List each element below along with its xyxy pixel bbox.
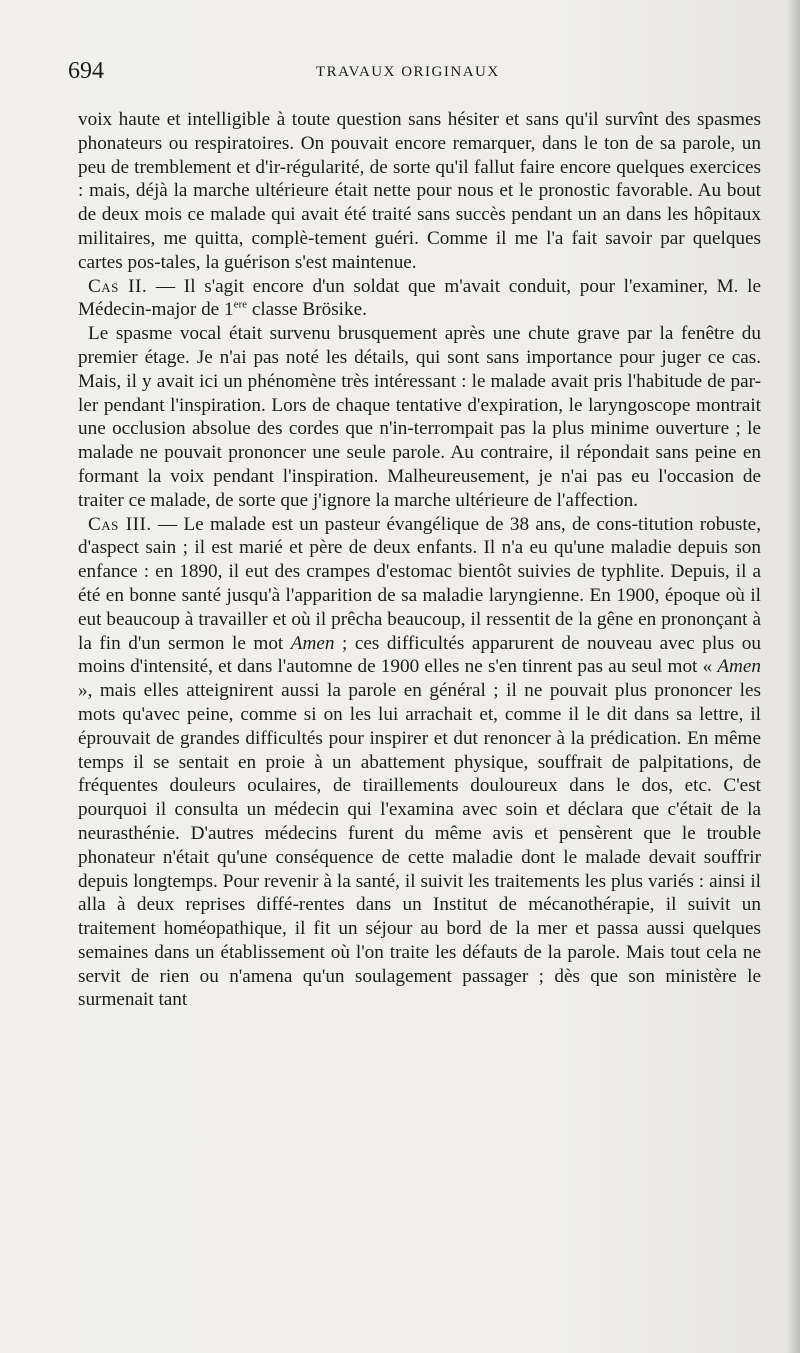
- paragraph-text: », mais elles atteignirent aussi la parole en général ; il ne pouvait plus prononcer les mots qu'avec peine, comme si on les lui arrachait et, comme il le dit dans sa lettre, il éprouvait de grandes difficultés pour inspirer et dut renoncer à la prédication. En même temps il se sentait en proie à un abattement physique, souffrait de palpitations, de fréquentes douleurs oculaires, de tiraillements douloureux dans le dos, etc. C'est pourquoi il consulta un médecin qui l'examina avec soin et déclara que c'était de la neurasthénie. D'autres médecins furent du même avis et pensèrent que le trouble phonateur n'était qu'une conséquence de cette maladie dont le malade devait souffrir depuis longtemps. Pour revenir à la santé, il suivit les traitements les plus variés : ainsi il alla à deux reprises diffé-rentes dans un Institut de mécanothérapie, il suivit un traitement homéopathique, il fit un séjour au bord de la mer et passa aussi quelques semaines dans un établissement où l'on traite les défauts de la parole. Mais tout cela ne servit de rien ou n'amena qu'un soulagement passager ; dès que son ministère le surmenait tant: [78, 680, 761, 1011]
- body-text: [78, 108, 761, 1012]
- paragraph-case-2: [78, 275, 761, 323]
- page-edge-shadow: [786, 0, 800, 1353]
- paragraph-case-3: [78, 513, 761, 1013]
- case-label: Cas III.: [88, 513, 152, 535]
- ordinal-superscript: ere: [233, 298, 248, 311]
- italic-word: Amen: [717, 656, 761, 678]
- page-number: 694: [68, 58, 104, 84]
- running-head: TRAVAUX ORIGINAUX: [316, 64, 500, 80]
- paragraph-text: — Le malade est un pasteur évangélique de 38 ans, de cons-titution robuste, d'aspect sain ; il est marié et père de deux enfants. Il n'a eu qu'une maladie depuis son enfance : en 1890, il eut des crampes d'estomac bientôt suivies de typhlite. Depuis, il a été en bonne santé jusqu'à l'apparition de sa maladie laryngienne. En 1900, époque où il eut beaucoup à travailler et où il prêcha beaucoup, il ressentit de la gêne en prononçant à la fin d'un sermon le mot: [78, 513, 761, 654]
- page-header: [68, 58, 758, 98]
- case-label: Cas II.: [88, 275, 148, 297]
- paragraph-continuation: [78, 108, 761, 275]
- paragraph-text: — Il s'agit encore d'un soldat que m'avait conduit, pour l'examiner, M. le Médecin-major de 1: [78, 275, 761, 321]
- paragraph-text: voix haute et intelligible à toute question sans hésiter et sans qu'il survînt des spasmes phonateurs ou respiratoires. On pouvait encore remarquer, dans le ton de sa parole, un peu de tremblement et d'ir-régularité, de sorte qu'il fallut faire encore quelques exercices : mais, déjà la marche ultérieure était nette pour nous et le pronostic favorable. Au bout de deux mois ce malade qui avait été traité sans succès pendant un an dans les hôpitaux militaires, me quitta, complè-tement guéri. Comme il me l'a fait savoir par quelques cartes pos-tales, la guérison s'est maintenue.: [78, 109, 761, 273]
- paragraph-text: ; ces difficultés apparurent de nouveau avec plus ou moins d'intensité, et dans l'automne de 1900 elles ne s'en tinrent pas au seul mot «: [78, 632, 761, 678]
- paragraph-case-2-details: [78, 322, 761, 512]
- italic-word: Amen: [290, 632, 335, 654]
- paragraph-text: Le spasme vocal était survenu brusquement après une chute grave par la fenêtre du premier étage. Je n'ai pas noté les détails, qui sont sans importance pour juger ce cas. Mais, il y avait ici un phénomène très intéressant : le malade avait pris l'habitude de par-ler pendant l'inspiration. Lors de chaque tentative d'expiration, le laryngoscope montrait une occlusion absolue des cordes que n'in-terrompait pas la plus minime ouverture ; le malade ne pouvait prononcer une seule parole. Au contraire, il répondait sans peine en formant la voix pendant l'inspiration. Malheureusement, je n'ai pas eu l'occasion de traiter ce malade, de sorte que j'ignore la marche ultérieure de l'affection.: [78, 323, 761, 511]
- paragraph-text: classe Brösike.: [247, 299, 367, 321]
